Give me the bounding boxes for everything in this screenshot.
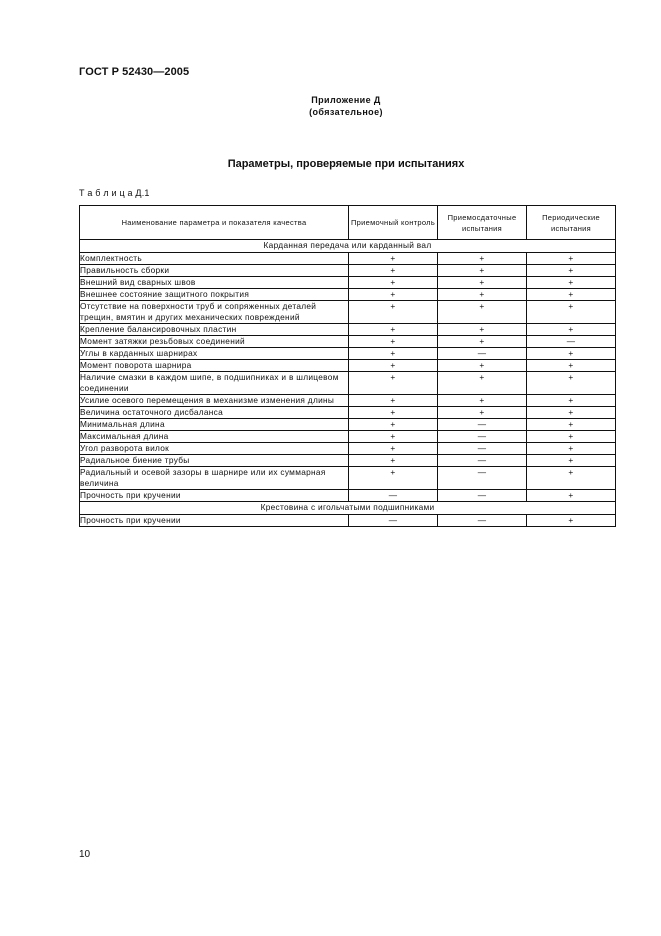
parameter-name: Правильность сборки bbox=[80, 265, 349, 277]
acceptance-control-mark: + bbox=[349, 372, 438, 395]
periodic-tests-mark: + bbox=[527, 395, 616, 407]
acceptance-tests-mark: — bbox=[438, 467, 527, 490]
acceptance-control-mark: + bbox=[349, 348, 438, 360]
table-row bbox=[80, 407, 616, 419]
acceptance-control-mark: + bbox=[349, 455, 438, 467]
section-row bbox=[80, 240, 616, 253]
table-row bbox=[80, 515, 616, 527]
acceptance-tests-mark: — bbox=[438, 455, 527, 467]
acceptance-control-mark: + bbox=[349, 360, 438, 372]
acceptance-tests-mark: + bbox=[438, 395, 527, 407]
parameter-name: Минимальная длина bbox=[80, 419, 349, 431]
table-row bbox=[80, 253, 616, 265]
acceptance-control-mark: — bbox=[349, 515, 438, 527]
acceptance-control-mark: + bbox=[349, 419, 438, 431]
parameter-name: Наличие смазки в каждом шипе, в подшипниках и в шлицевом соединении bbox=[80, 372, 349, 395]
parameter-name: Внешнее состояние защитного покрытия bbox=[80, 289, 349, 301]
acceptance-control-mark: + bbox=[349, 431, 438, 443]
appendix-status: (обязательное) bbox=[309, 107, 383, 117]
header-acceptance-control bbox=[349, 206, 438, 240]
header-acceptance-tests bbox=[438, 206, 527, 240]
table-row bbox=[80, 289, 616, 301]
table-row bbox=[80, 277, 616, 289]
acceptance-tests-mark: + bbox=[438, 360, 527, 372]
acceptance-tests-mark: — bbox=[438, 431, 527, 443]
acceptance-control-mark: + bbox=[349, 265, 438, 277]
acceptance-tests-mark: + bbox=[438, 336, 527, 348]
periodic-tests-mark: + bbox=[527, 515, 616, 527]
table-row bbox=[80, 324, 616, 336]
periodic-tests-mark: + bbox=[527, 431, 616, 443]
parameter-name: Крепление балансировочных пластин bbox=[80, 324, 349, 336]
table-body bbox=[80, 240, 616, 527]
periodic-tests-mark: + bbox=[527, 289, 616, 301]
parameter-name: Радиальное биение трубы bbox=[80, 455, 349, 467]
parameter-name: Угол разворота вилок bbox=[80, 443, 349, 455]
acceptance-tests-mark: — bbox=[438, 515, 527, 527]
parameter-name: Радиальный и осевой зазоры в шарнире или их суммарная величина bbox=[80, 467, 349, 490]
table-row bbox=[80, 443, 616, 455]
acceptance-control-mark: + bbox=[349, 395, 438, 407]
parameter-name: Максимальная длина bbox=[80, 431, 349, 443]
table-row bbox=[80, 490, 616, 502]
acceptance-tests-mark: + bbox=[438, 372, 527, 395]
parameters-table bbox=[79, 205, 616, 527]
page-number: 10 bbox=[79, 849, 91, 860]
table-row bbox=[80, 395, 616, 407]
periodic-tests-mark: + bbox=[527, 301, 616, 324]
acceptance-tests-mark: — bbox=[438, 348, 527, 360]
table-header-row bbox=[80, 206, 616, 240]
periodic-tests-mark: — bbox=[527, 336, 616, 348]
section-row bbox=[80, 502, 616, 515]
section-cardan-shaft: Карданная передача или карданный вал bbox=[80, 240, 616, 253]
periodic-tests-mark: + bbox=[527, 467, 616, 490]
acceptance-tests-mark: — bbox=[438, 443, 527, 455]
periodic-tests-mark: + bbox=[527, 372, 616, 395]
acceptance-tests-mark: + bbox=[438, 277, 527, 289]
header-acceptance-tests-text: Приемосдаточные испытания bbox=[447, 212, 517, 233]
header-acceptance-control-text: Приемочный контроль bbox=[350, 218, 436, 227]
acceptance-tests-mark: — bbox=[438, 419, 527, 431]
periodic-tests-mark: + bbox=[527, 360, 616, 372]
parameter-name: Комплектность bbox=[80, 253, 349, 265]
acceptance-tests-mark: + bbox=[438, 289, 527, 301]
acceptance-tests-mark: + bbox=[438, 253, 527, 265]
periodic-tests-mark: + bbox=[527, 455, 616, 467]
header-parameter: Наименование параметра и показателя качества bbox=[80, 206, 349, 240]
acceptance-tests-mark: + bbox=[438, 407, 527, 419]
periodic-tests-mark: + bbox=[527, 407, 616, 419]
periodic-tests-mark: + bbox=[527, 253, 616, 265]
table-row bbox=[80, 419, 616, 431]
periodic-tests-mark: + bbox=[527, 324, 616, 336]
acceptance-control-mark: + bbox=[349, 301, 438, 324]
section-cross-bearings: Крестовина с игольчатыми подшипниками bbox=[80, 502, 616, 515]
table-row bbox=[80, 467, 616, 490]
table-row bbox=[80, 372, 616, 395]
appendix-label: Приложение Д bbox=[311, 95, 381, 105]
parameter-name: Отсутствие на поверхности труб и сопряженных деталей трещин, вмятин и других механических повреждений bbox=[80, 301, 349, 324]
table-row bbox=[80, 360, 616, 372]
acceptance-control-mark: — bbox=[349, 490, 438, 502]
document-header: ГОСТ Р 52430—2005 bbox=[79, 66, 190, 78]
table-row bbox=[80, 336, 616, 348]
table-row bbox=[80, 301, 616, 324]
periodic-tests-mark: + bbox=[527, 277, 616, 289]
parameter-name: Момент поворота шарнира bbox=[80, 360, 349, 372]
periodic-tests-mark: + bbox=[527, 419, 616, 431]
acceptance-control-mark: + bbox=[349, 467, 438, 490]
periodic-tests-mark: + bbox=[527, 490, 616, 502]
table-caption: Т а б л и ц а Д.1 bbox=[79, 188, 150, 198]
header-periodic-tests bbox=[527, 206, 616, 240]
parameter-name: Внешний вид сварных швов bbox=[80, 277, 349, 289]
periodic-tests-mark: + bbox=[527, 443, 616, 455]
acceptance-tests-mark: + bbox=[438, 324, 527, 336]
parameter-name: Прочность при кручении bbox=[80, 515, 349, 527]
page-title: Параметры, проверяемые при испытаниях bbox=[227, 158, 465, 170]
parameter-name: Момент затяжки резьбовых соединений bbox=[80, 336, 349, 348]
acceptance-control-mark: + bbox=[349, 407, 438, 419]
acceptance-control-mark: + bbox=[349, 253, 438, 265]
periodic-tests-mark: + bbox=[527, 348, 616, 360]
table-row bbox=[80, 348, 616, 360]
acceptance-control-mark: + bbox=[349, 277, 438, 289]
acceptance-control-mark: + bbox=[349, 336, 438, 348]
parameter-name: Прочность при кручении bbox=[80, 490, 349, 502]
periodic-tests-mark: + bbox=[527, 265, 616, 277]
acceptance-tests-mark: — bbox=[438, 490, 527, 502]
parameter-name: Величина остаточного дисбаланса bbox=[80, 407, 349, 419]
table-row bbox=[80, 265, 616, 277]
acceptance-tests-mark: + bbox=[438, 301, 527, 324]
table-row bbox=[80, 431, 616, 443]
acceptance-control-mark: + bbox=[349, 324, 438, 336]
table-row bbox=[80, 455, 616, 467]
acceptance-control-mark: + bbox=[349, 443, 438, 455]
acceptance-control-mark: + bbox=[349, 289, 438, 301]
parameter-name: Усилие осевого перемещения в механизме изменения длины bbox=[80, 395, 349, 407]
acceptance-tests-mark: + bbox=[438, 265, 527, 277]
parameter-name: Углы в карданных шарнирах bbox=[80, 348, 349, 360]
header-periodic-tests-text: Периодические испытания bbox=[542, 212, 600, 233]
